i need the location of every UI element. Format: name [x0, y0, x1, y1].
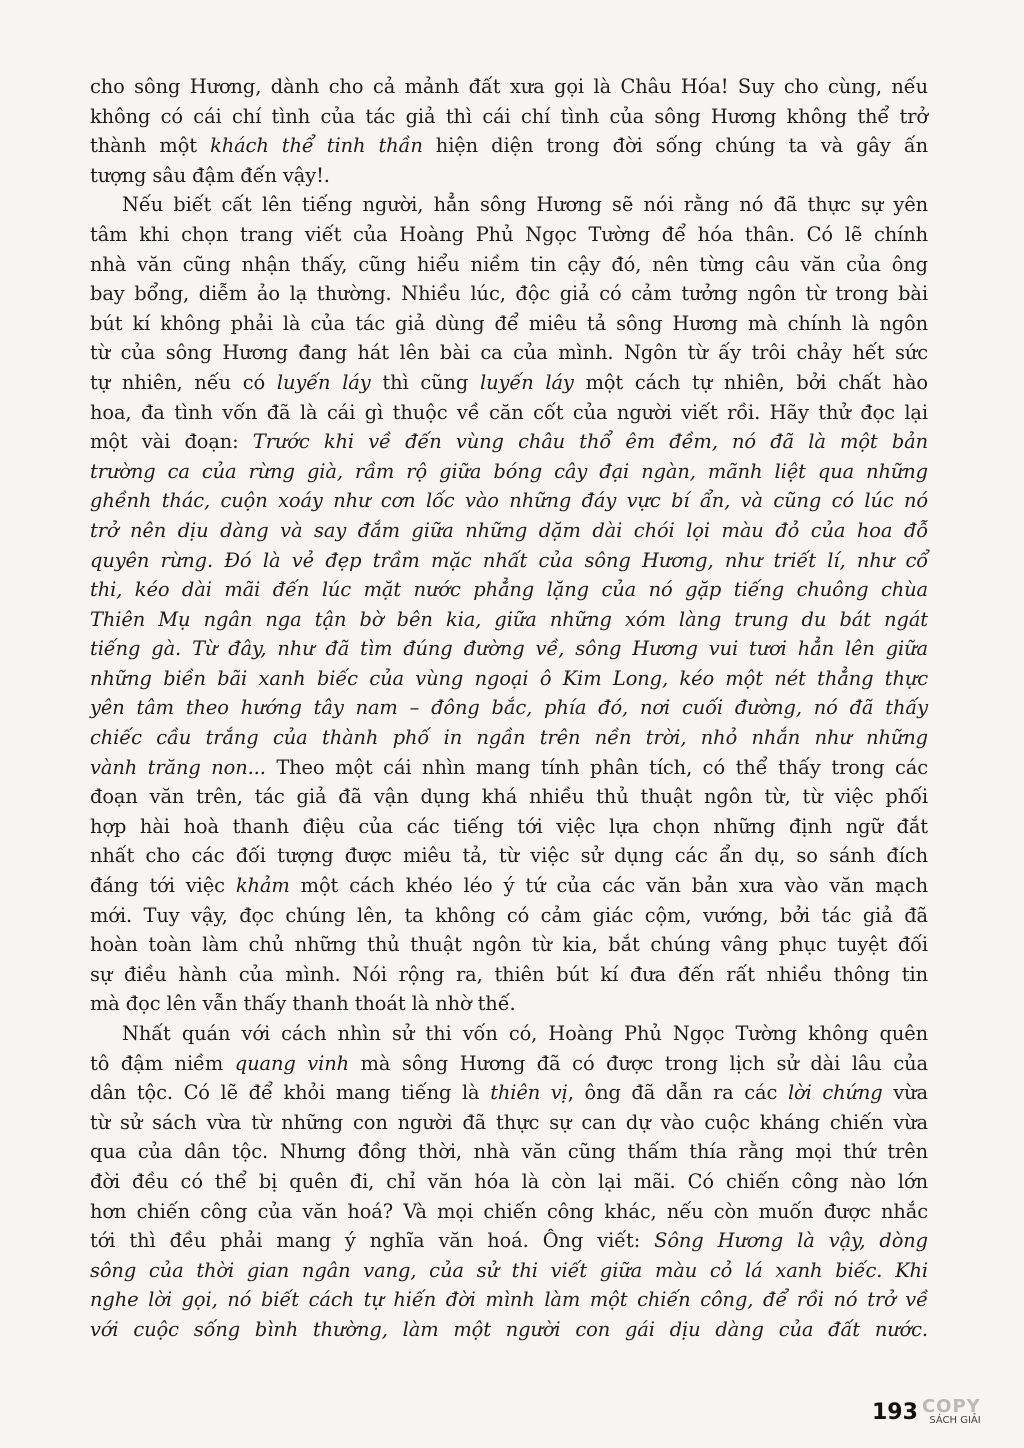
- text-line: tự nhiên, nếu có luyến láy thì cũng luyến láy một cách tự nhiên, bởi chất hào: [90, 370, 928, 394]
- text-line: đời đều có thể bị quên đi, chỉ văn hóa là còn lại mãi. Có chiến công nào lớn: [90, 1169, 928, 1193]
- page-body: [90, 72, 928, 1345]
- quotation-line: ghềnh thác, cuộn xoáy như cơn lốc vào những đáy vực bí ẩn, và cũng có lúc nó: [90, 489, 928, 513]
- italic-term: quang vinh: [234, 1051, 349, 1075]
- page-number: 193: [872, 1399, 918, 1425]
- text-line: hoa, đa tình vốn đã là cái gì thuộc về căn cốt của người viết rồi. Hãy thử đọc lại: [90, 400, 928, 424]
- text-line: bút kí không phải là của tác giả dùng để miêu tả sông Hương mà chính là ngôn: [90, 311, 928, 335]
- watermark-text: COPY: [921, 1396, 981, 1417]
- quotation-line: trường ca của rừng già, rầm rộ giữa bóng cây đại ngàn, mãnh liệt qua những: [90, 459, 928, 483]
- text-line: tới thì đều phải mang ý nghĩa văn hoá. Ông viết: Sông Hương là vậy, dòng: [90, 1229, 928, 1253]
- text-line: cho sông Hương, dành cho cả mảnh đất xưa gọi là Châu Hóa! Suy cho cùng, nếu: [90, 75, 928, 98]
- text-line: tô đậm niềm quang vinh mà sông Hương đã có được trong lịch sử dài lâu của: [90, 1051, 929, 1075]
- quotation-line: yên tâm theo hướng tây nam – đông bắc, phía đó, nơi cuối đường, nó đã thấy: [90, 696, 928, 720]
- quotation-line: sông của thời gian ngân vang, của sử thi viết giữa màu cỏ lá xanh biếc. Khi: [90, 1258, 928, 1282]
- italic-term: khảm: [235, 874, 290, 898]
- text-line: nhà văn cũng nhận thấy, cũng hiểu niềm tin cậy đó, nên từng câu văn của ông: [90, 252, 928, 276]
- text-line: từ của sông Hương đang hát lên bài ca của mình. Ngôn từ ấy trôi chảy hết sức: [90, 341, 928, 365]
- text-line: thành một khách thể tinh thần hiện diện trong đời sống chúng ta và gây ấn: [90, 134, 929, 158]
- text-line: sự điều hành của mình. Nói rộng ra, thiên bút kí đưa đến rất nhiều thông tin: [90, 962, 928, 986]
- italic-term: khách thể tinh thần: [210, 134, 423, 158]
- text-line: không có cái chí tình của tác giả thì cái chí tình của sông Hương không thể trở: [90, 104, 928, 128]
- text-line: vành trăng non... Theo một cái nhìn mang tính phân tích, có thể thấy trong các: [90, 755, 928, 779]
- quotation-line: chiếc cầu trắng của thành phố in ngần trên nền trời, nhỏ nhắn như những: [90, 726, 928, 750]
- quotation-line: những biền bãi xanh biếc của vùng ngoại ô Kim Long, kéo một nét thẳng thực: [90, 666, 928, 690]
- text-line: hợp hài hoà thanh điệu của các tiếng tới việc lựa chọn những định ngữ đắt: [90, 814, 928, 838]
- text-line: nhất cho các đối tượng được miêu tả, từ việc sử dụng các ẩn dụ, so sánh đích: [90, 844, 928, 868]
- quotation: Sông Hương là vậy, dòng: [654, 1229, 928, 1253]
- quotation-line: thi, kéo dài mãi đến lúc mặt nước phẳng lặng của nó gặp tiếng chuông chùa: [90, 578, 928, 602]
- text-line: hơn chiến công của văn hoá? Và mọi chiến công khác, nếu còn muốn được nhắc: [90, 1199, 928, 1223]
- text-line: hoàn toàn làm chủ những thủ thuật ngôn từ kia, bắt chúng vâng phục tuyệt đối: [90, 933, 928, 957]
- text-line: tâm khi chọn trang viết của Hoàng Phủ Ngọc Tường để hóa thân. Có lẽ chính: [90, 222, 928, 246]
- watermark-subtext: SÁCH GIẢI: [929, 1415, 981, 1426]
- italic-term: thiên vị: [490, 1081, 568, 1105]
- text-line: đoạn văn trên, tác giả đã vận dụng khá nhiều thủ thuật ngôn từ, từ việc phối: [90, 785, 928, 809]
- quotation: Trước khi về đến vùng châu thổ êm đềm, nó đã là một bản: [252, 430, 928, 454]
- text-line: đáng tới việc khảm một cách khéo léo ý tứ của các văn bản xưa vào văn mạch: [90, 874, 928, 898]
- quotation-line: tiếng gà. Từ đây, như đã tìm đúng đường về, sông Hương vui tươi hẳn lên giữa: [90, 637, 928, 661]
- quotation-line: quyên rừng. Đó là vẻ đẹp trầm mặc nhất của sông Hương, như triết lí, như cổ: [90, 548, 928, 572]
- italic-term: luyến láy: [276, 370, 371, 394]
- text-line: từ sử sách vừa từ những con người đã thực sự can dự vào cuộc kháng chiến vừa: [90, 1110, 928, 1134]
- italic-term: lời chứng: [787, 1081, 883, 1105]
- text-line: mới. Tuy vậy, đọc chúng lên, ta không có cảm giác cộm, vướng, bởi tác giả đã: [90, 903, 928, 927]
- text-line: tượng sâu đậm đến vậy!.: [90, 163, 330, 187]
- italic-term: luyến láy: [480, 370, 574, 394]
- quotation-line: Thiên Mụ ngân nga tận bờ bên kia, giữa những xóm làng trung du bát ngát: [90, 607, 928, 631]
- text-line: qua của dân tộc. Nhưng đồng thời, nhà văn cũng thấm thía rằng mọi thứ trên: [90, 1140, 928, 1164]
- quotation-line: nghe lời gọi, nó biết cách tự hiến đời mình làm một chiến công, để rồi nó trở về: [90, 1288, 928, 1312]
- quotation-line: trở nên dịu dàng và say đắm giữa những dặm dài chói lọi màu đỏ của hoa đỗ: [90, 518, 928, 542]
- text-line: một vài đoạn: Trước khi về đến vùng châu thổ êm đềm, nó đã là một bản: [90, 430, 928, 454]
- text-line: dân tộc. Có lẽ để khỏi mang tiếng là thiên vị, ông đã dẫn ra các lời chứng vừa: [90, 1081, 928, 1105]
- quotation-line: với cuộc sống bình thường, làm một người con gái dịu dàng của đất nước.: [90, 1317, 928, 1341]
- paragraph-start: Nhất quán với cách nhìn sử thi vốn có, Hoàng Phủ Ngọc Tường không quên: [122, 1022, 928, 1045]
- paragraph-start: Nếu biết cất lên tiếng người, hẳn sông Hương sẽ nói rằng nó đã thực sự yên: [122, 193, 928, 217]
- quotation: vành trăng non...: [90, 755, 266, 779]
- text-line: bay bổng, diễm ảo lạ thường. Nhiều lúc, độc giả có cảm tưởng ngôn từ trong bài: [90, 282, 928, 306]
- text-line: mà đọc lên vẫn thấy thanh thoát là nhờ thế.: [90, 992, 516, 1016]
- watermark-logo: [922, 1398, 981, 1426]
- page-footer: [872, 1398, 981, 1426]
